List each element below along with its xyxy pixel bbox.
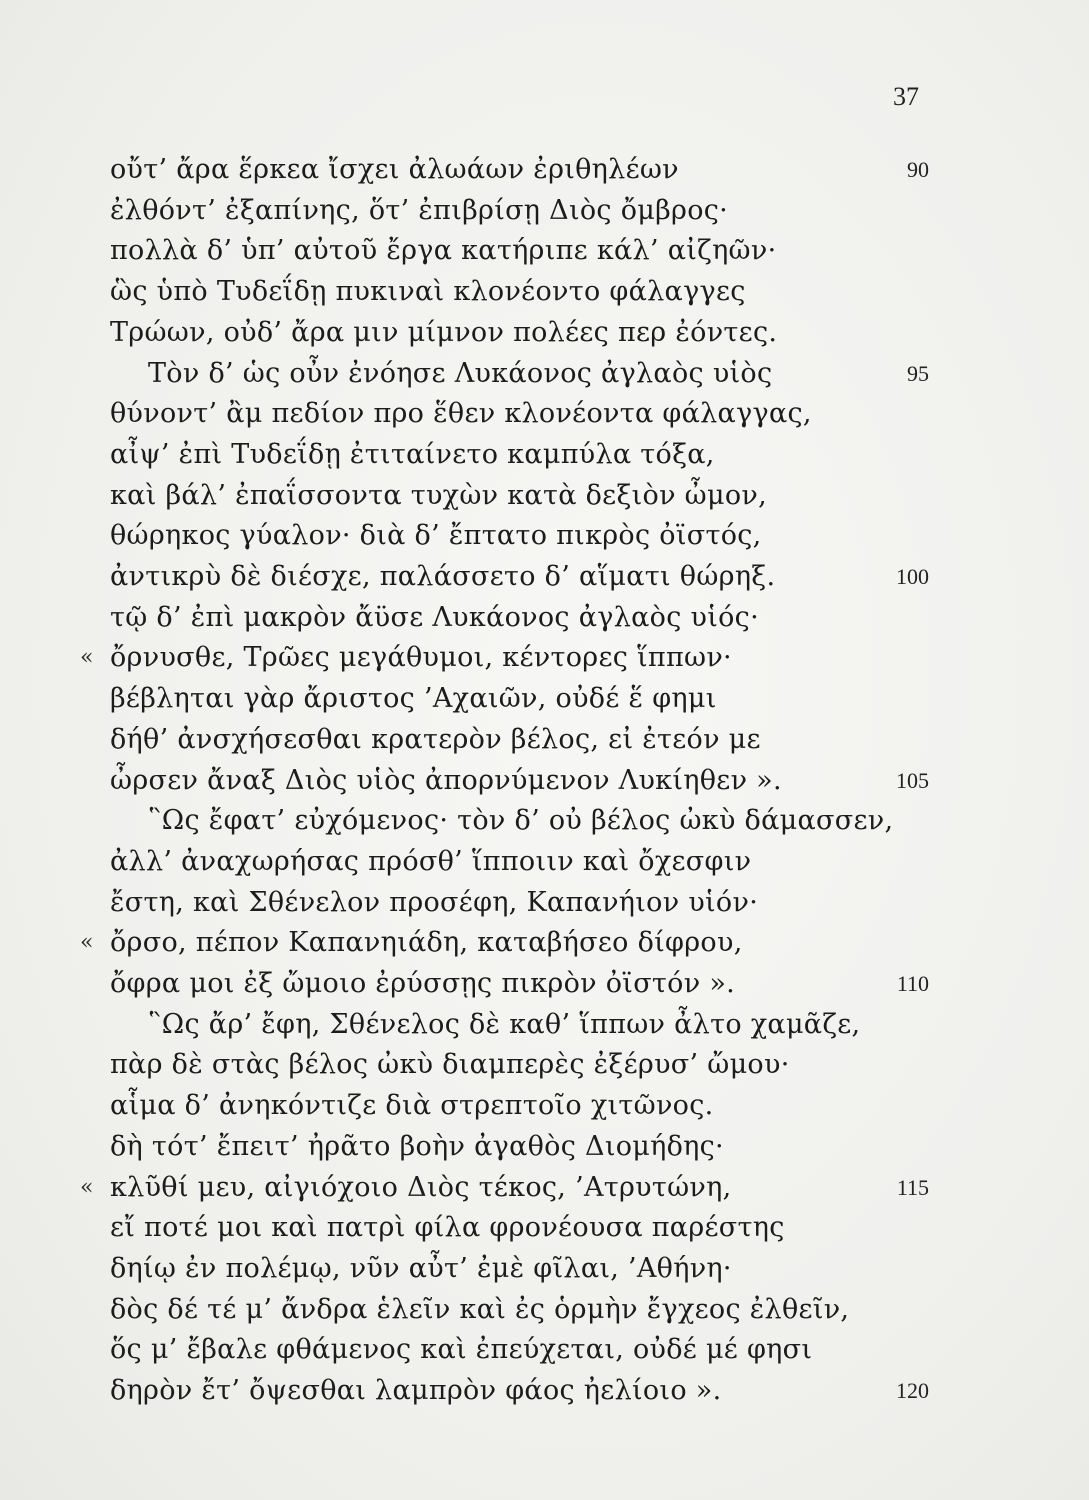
line-number: 115 <box>896 1174 929 1200</box>
line-number: 105 <box>896 767 929 793</box>
verse-text: θώρηκος γύαλον· διὰ δ’ ἔπτατο πικρὸς ὀϊστός, <box>110 520 762 552</box>
verse-line <box>0 1045 1089 1086</box>
verse-text: καὶ βάλ’ ἐπαΐσσοντα τυχὼν κατὰ δεξιὸν ὦμον, <box>110 479 767 511</box>
verse-text: ἀντικρὺ δὲ διέσχε, παλάσσετο δ’ αἵματι θώρηξ. <box>110 561 776 592</box>
verse-text: αἶψ’ ἐπὶ Τυδεΐδῃ ἐτιταίνετο καμπύλα τόξα, <box>110 438 715 470</box>
verse-line <box>0 679 1089 720</box>
verse-line <box>0 1086 1089 1127</box>
line-number: 95 <box>907 360 929 386</box>
verse-line <box>0 557 1089 598</box>
verse-line <box>0 516 1089 557</box>
verse-text: ἔστη, καὶ Σθένελον προσέφη, Καπανήιον υἱόν· <box>110 886 759 918</box>
verse-text: ὄφρα μοι ἐξ ὤμοιο ἐρύσσῃς πικρὸν ὀϊστόν ». <box>110 968 736 999</box>
verse-line <box>0 354 1089 395</box>
opening-quote-mark: « <box>80 930 94 956</box>
verse-line <box>0 1005 1089 1046</box>
verse-line <box>0 1127 1089 1168</box>
verse-text: ὄρνυσθε, Τρῶες μεγάθυμοι, κέντορες ἵππων· <box>110 642 732 674</box>
verse-line <box>0 191 1089 232</box>
verse-line <box>0 761 1089 802</box>
verse-text: ἀλλ’ ἀναχωρήσας πρόσθ’ ἵπποιιν καὶ ὄχεσφιν <box>110 845 752 877</box>
verse-line <box>0 598 1089 639</box>
verse-line <box>0 435 1089 476</box>
verse-line <box>0 842 1089 883</box>
opening-quote-mark: « <box>80 1174 94 1200</box>
verse-text: κλῦθί μευ, αἰγιόχοιο Διὸς τέκος, ’Ατρυτώνη, <box>110 1171 732 1203</box>
verse-line <box>0 231 1089 272</box>
verse-text: ῝Ως ἄρ’ ἔφη, Σθένελος δὲ καθ’ ἵππων ἆλτο χαμᾶζε, <box>148 1008 861 1040</box>
verse-text: βέβληται γὰρ ἄριστος ’Αχαιῶν, οὐδέ ἕ φημι <box>110 683 717 715</box>
verse-text: πὰρ δὲ στὰς βέλος ὠκὺ διαμπερὲς ἐξέρυσ’ ὤμου· <box>110 1049 790 1081</box>
line-number: 100 <box>896 564 929 589</box>
page-number: 37 <box>893 82 919 111</box>
line-number: 110 <box>896 971 929 996</box>
verse-text: θύνοντ’ ἂμ πεδίον προ ἕθεν κλονέοντα φάλαγγας, <box>110 398 812 430</box>
verse-line <box>0 1168 1089 1209</box>
verse-line <box>0 638 1089 679</box>
verse-text: πολλὰ δ’ ὑπ’ αὐτοῦ ἔργα κατήριπε κάλ’ αἰζηῶν· <box>110 235 777 267</box>
verse-text: Τὸν δ’ ὡς οὖν ἐνόησε Λυκάονος ἀγλαὸς υἱὸς <box>148 357 773 389</box>
verse-text: Τρώων, οὐδ’ ἄρα μιν μίμνον πολέες περ ἐόντες. <box>110 316 778 348</box>
opening-quote-mark: « <box>80 645 94 671</box>
verse-text: αἷμα δ’ ἀνηκόντιζε διὰ στρεπτοῖο χιτῶνος. <box>110 1090 714 1122</box>
verse-line <box>0 1330 1089 1371</box>
verse-line <box>0 1208 1089 1249</box>
verse-text: δὴ τότ’ ἔπειτ’ ἠρᾶτο βοὴν ἀγαθὸς Διομήδης· <box>110 1130 724 1162</box>
line-number: 120 <box>896 1378 929 1403</box>
verse-line <box>0 964 1089 1005</box>
verse-line <box>0 801 1089 842</box>
verse-text: ἐλθόντ’ ἐξαπίνης, ὅτ’ ἐπιβρίσῃ Διὸς ὄμβρος· <box>110 194 729 226</box>
verse-text: τῷ δ’ ἐπὶ μακρὸν ἄϋσε Λυκάονος ἀγλαὸς υἱός· <box>110 601 759 633</box>
verse-line <box>0 313 1089 354</box>
verse-line <box>0 394 1089 435</box>
verse-text: δηίῳ ἐν πολέμῳ, νῦν αὖτ’ ἐμὲ φῖλαι, ’Αθήνη· <box>110 1252 732 1284</box>
verse-line <box>0 1371 1089 1412</box>
verse-text: εἴ ποτέ μοι καὶ πατρὶ φίλα φρονέουσα παρέστης <box>110 1212 785 1244</box>
verse-line <box>0 1249 1089 1290</box>
verse-text: ῝Ως ἔφατ’ εὐχόμενος· τὸν δ’ οὐ βέλος ὠκὺ δάμασσεν, <box>148 805 894 837</box>
verse-line <box>0 923 1089 964</box>
verse-line <box>0 150 1089 191</box>
verse-text: ὅς μ’ ἔβαλε φθάμενος καὶ ἐπεύχεται, οὐδέ μέ φησι <box>110 1334 813 1366</box>
verse-line <box>0 272 1089 313</box>
verse-text: δηρὸν ἔτ’ ὄψεσθαι λαμπρὸν φάος ἠελίοιο ». <box>110 1375 722 1406</box>
line-number: 90 <box>907 157 929 182</box>
verse-text: δήθ’ ἀνσχήσεσθαι κρατερὸν βέλος, εἰ ἐτεόν με <box>110 723 761 755</box>
verse-line <box>0 720 1089 761</box>
verse-text: ὄρσο, πέπον Καπανηιάδη, καταβήσεο δίφρου, <box>110 927 743 959</box>
verse-text: δὸς δέ τέ μ’ ἄνδρα ἑλεῖν καὶ ἐς ὁρμὴν ἔγχεος ἐλθεῖν, <box>110 1293 850 1325</box>
verse-text: ὦρσεν ἄναξ Διὸς υἱὸς ἀπορνύμενον Λυκίηθεν ». <box>110 764 782 796</box>
verse-line <box>0 1290 1089 1331</box>
verse-line <box>0 476 1089 517</box>
verse-text: οὔτ’ ἄρα ἕρκεα ἴσχει ἀλωάων ἐριθηλέων <box>110 154 679 185</box>
verse-line <box>0 883 1089 924</box>
verse-text: ὣς ὑπὸ Τυδεΐδῃ πυκιναὶ κλονέοντο φάλαγγες <box>110 276 746 308</box>
